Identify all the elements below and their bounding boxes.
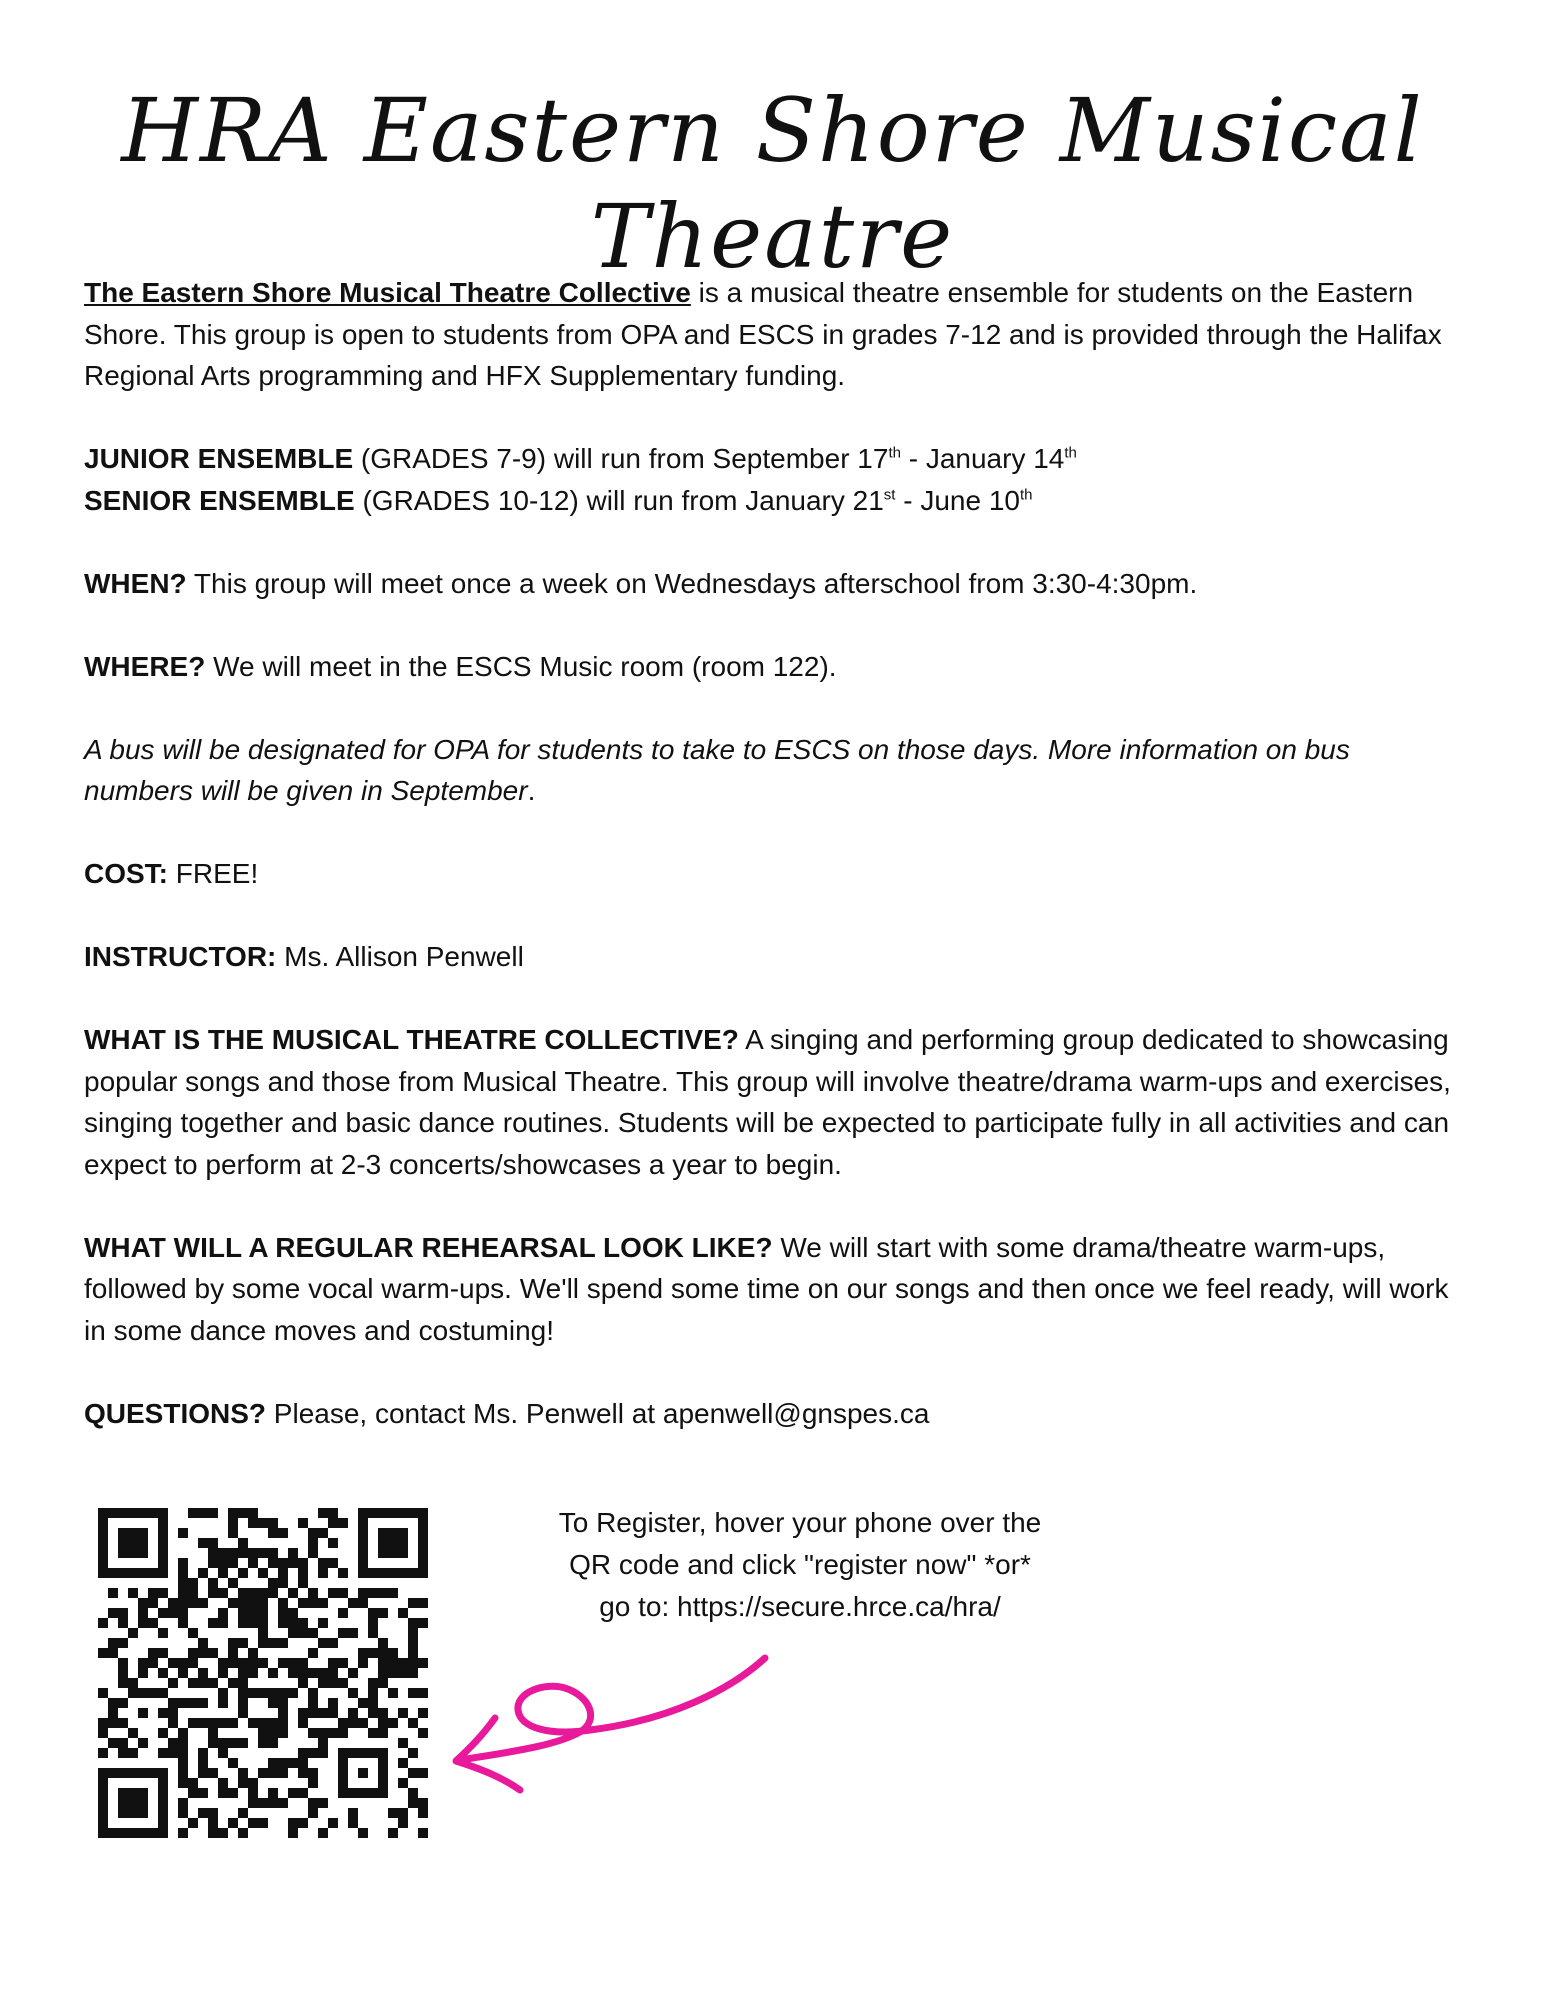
what-is-label: WHAT IS THE MUSICAL THEATRE COLLECTIVE?: [84, 1024, 739, 1055]
register-instructions: [520, 1502, 1080, 1628]
cost-paragraph: [84, 853, 1454, 895]
qr-code-icon[interactable]: [98, 1508, 428, 1838]
intro-text: is a musical theatre ensemble for students on the Eastern Shore. This group is open to students from OPA and ESCS in grades 7-12 and is provided through the Halifax Regional Arts programming and HFX Supplementary funding.: [84, 277, 1442, 391]
where-text: We will meet in the ESCS Music room (room 122).: [205, 650, 837, 682]
when-text: This group will meet once a week on Wednesdays afterschool from 3:30-4:30pm.: [186, 567, 1198, 599]
when-paragraph: [84, 563, 1454, 605]
page-title: HRA Eastern Shore Musical Theatre: [121, 79, 1424, 288]
junior-sup-a: th: [888, 444, 901, 462]
bus-note-text: A bus will be designated for OPA for students to take to ESCS on those days. More information on bus numbers will be given in September: [84, 733, 1350, 806]
instructor-text: Ms. Allison Penwell: [276, 941, 524, 972]
rehearsal-text: We will start with some drama/theatre warm-ups, followed by some vocal warm-ups. We'll spend some time on our songs and then once we feel ready, will work in some dance moves and costuming!: [84, 1231, 1449, 1346]
what-is-text: A singing and performing group dedicated to showcasing popular songs and those from Musical Theatre. This group will involve theatre/drama warm-ups and exercises, singing together and basic dance routines. Students will be expected to participate fully in all activities and can expect to perform at 2-3 concerts/showcases a year to begin.: [84, 1024, 1451, 1180]
bus-note-paragraph: [84, 729, 1454, 812]
intro-paragraph: [84, 272, 1454, 397]
hand-drawn-arrow-icon: [440, 1640, 800, 1810]
senior-sup-b: th: [1019, 486, 1033, 504]
instructor-paragraph: [84, 936, 1454, 978]
junior-text-a: (GRADES 7-9) will run from September 17: [353, 443, 889, 474]
cost-label: COST:: [84, 858, 168, 889]
register-line-3[interactable]: go to: https://secure.hrce.ca/hra/: [599, 1591, 1001, 1622]
questions-label: QUESTIONS?: [84, 1397, 267, 1429]
senior-ensemble-line: [84, 480, 1454, 522]
collective-name-link: The Eastern Shore Musical Theatre Collective: [84, 277, 691, 308]
senior-sup-a: st: [883, 486, 896, 504]
questions-text: Please, contact Ms. Penwell at apenwell@gnspes.ca: [266, 1397, 930, 1429]
junior-ensemble-line: [84, 438, 1454, 480]
where-paragraph: [84, 646, 1454, 688]
when-label: WHEN?: [84, 567, 187, 599]
register-line-2: QR code and click "register now" *or*: [569, 1549, 1031, 1580]
senior-label: SENIOR ENSEMBLE: [84, 484, 355, 516]
register-line-1: To Register, hover your phone over the: [558, 1507, 1042, 1538]
rehearsal-paragraph: [84, 1227, 1454, 1352]
senior-text-a: (GRADES 10-12) will run from January 21: [354, 484, 884, 516]
junior-label: JUNIOR ENSEMBLE: [84, 443, 354, 474]
senior-text-b: - June 10: [895, 484, 1020, 516]
junior-text-b: - January 14: [900, 443, 1065, 474]
where-label: WHERE?: [84, 650, 206, 682]
questions-paragraph: [84, 1393, 1454, 1435]
flyer-body: [84, 272, 1454, 1476]
what-is-paragraph: [84, 1019, 1454, 1185]
junior-sup-b: th: [1064, 444, 1077, 462]
instructor-label: INSTRUCTOR:: [84, 941, 277, 972]
bus-note-tail: .: [527, 775, 536, 806]
rehearsal-label: WHAT WILL A REGULAR REHEARSAL LOOK LIKE?: [84, 1231, 773, 1263]
cost-text: FREE!: [168, 858, 259, 889]
